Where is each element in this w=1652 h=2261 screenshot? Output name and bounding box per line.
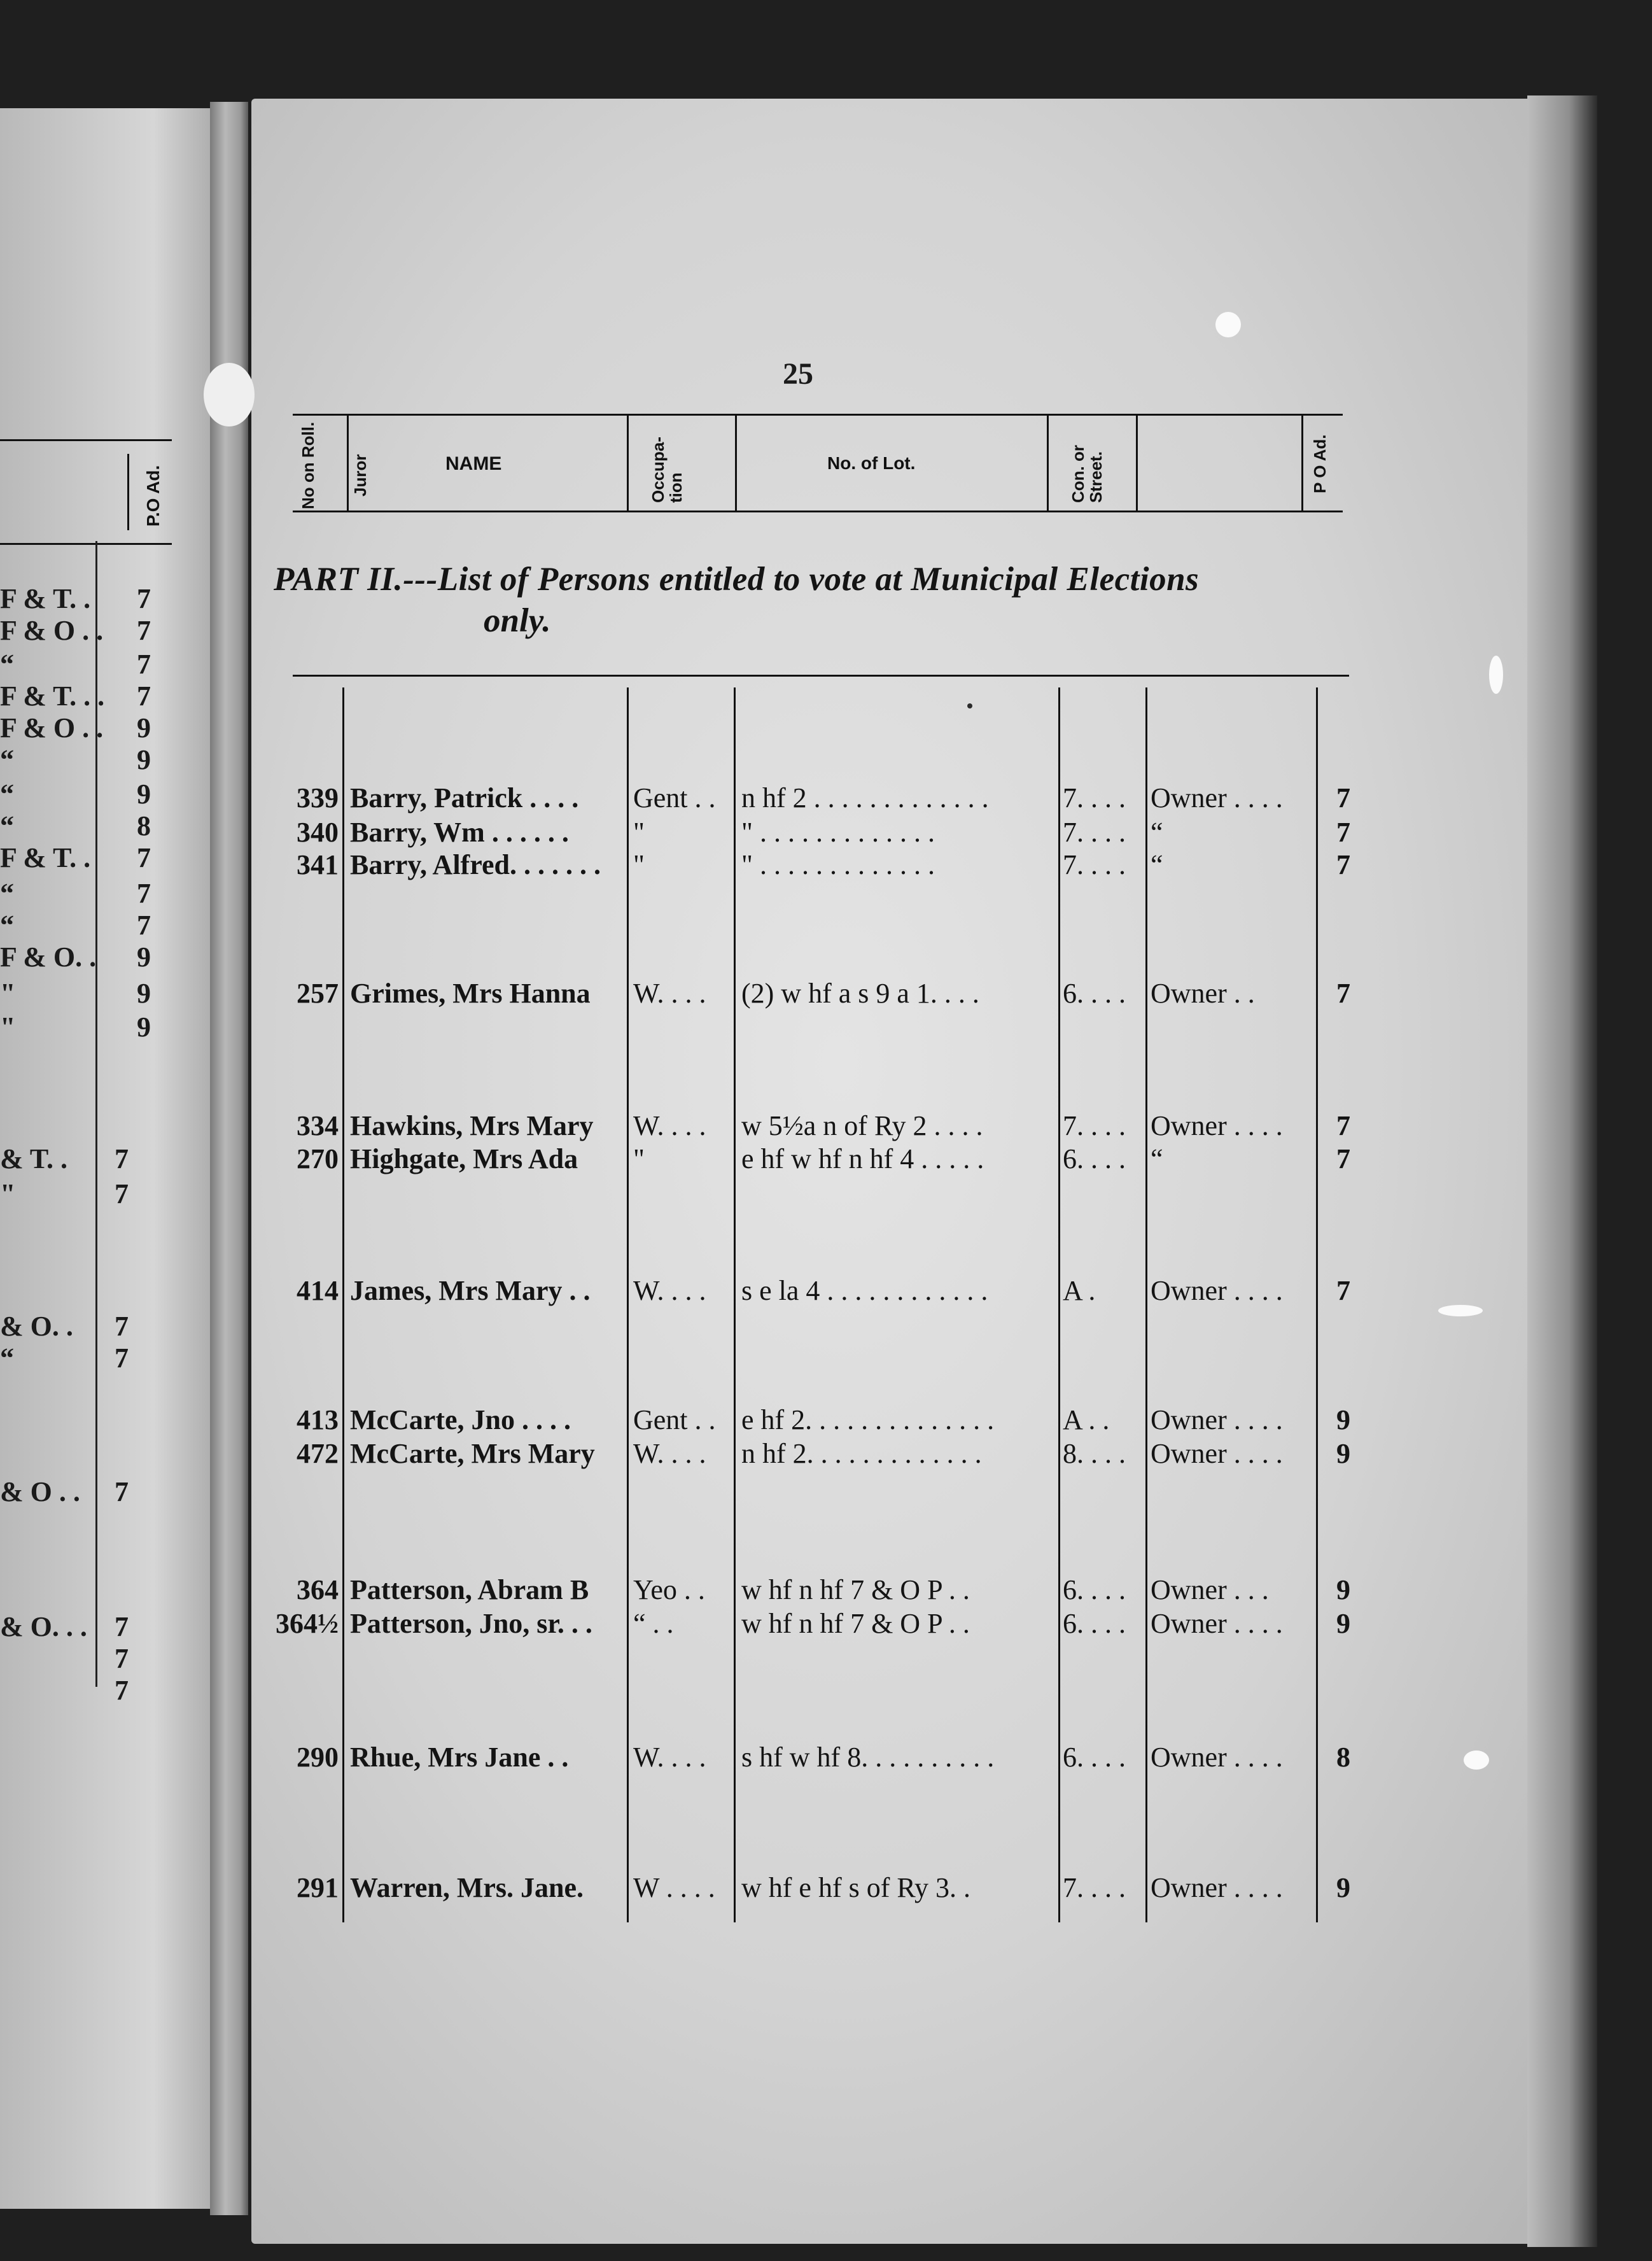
entry-roll-number: 364 bbox=[297, 1574, 339, 1605]
entry-con-street: 6. . . . bbox=[1063, 1608, 1126, 1639]
column-rule-occupation bbox=[627, 687, 629, 1922]
entry-lot: n hf 2 . . . . . . . . . . . . . bbox=[741, 782, 989, 814]
left-row-text: “ bbox=[0, 778, 14, 810]
entry-status: Owner . . . . bbox=[1151, 1438, 1283, 1469]
left-row-text: “ bbox=[0, 810, 14, 842]
ink-dot bbox=[967, 703, 972, 708]
entry-name: McCarte, Jno . . . . bbox=[350, 1404, 571, 1435]
entry-con-street: 7. . . . bbox=[1063, 1872, 1126, 1903]
left-row-po: 7 bbox=[115, 1675, 129, 1706]
entry-occupation: W. . . . bbox=[633, 1742, 706, 1773]
left-row-text: “ bbox=[0, 878, 14, 909]
column-rule-status bbox=[1145, 687, 1147, 1922]
left-row-po: 7 bbox=[115, 1611, 129, 1642]
left-row-text: “ bbox=[0, 744, 14, 775]
header-bottom-rule bbox=[293, 511, 1343, 512]
left-row-po: 7 bbox=[115, 1342, 129, 1374]
left-row-po: 9 bbox=[137, 978, 151, 1009]
entry-status: Owner . . . . bbox=[1151, 1742, 1283, 1773]
column-rule-po bbox=[1316, 687, 1318, 1922]
left-row-po: 9 bbox=[137, 778, 151, 810]
left-row-po: 7 bbox=[137, 680, 151, 712]
left-row-text: F & O . . bbox=[0, 712, 104, 743]
header-divider bbox=[1136, 414, 1138, 512]
part-title-continued: only. bbox=[484, 602, 551, 639]
left-row-po: 7 bbox=[115, 1643, 129, 1674]
entry-con-street: 6. . . . bbox=[1063, 1143, 1126, 1174]
left-row-text: F & O . . bbox=[0, 615, 104, 646]
left-row-text: “ bbox=[0, 1342, 14, 1374]
entry-con-street: 6. . . . bbox=[1063, 1742, 1126, 1773]
entry-po-address: 9 bbox=[1336, 1438, 1350, 1469]
entry-po-address: 7 bbox=[1336, 978, 1350, 1009]
left-row-po: 9 bbox=[137, 712, 151, 743]
left-row-po: 7 bbox=[137, 649, 151, 680]
column-header-block bbox=[293, 414, 1343, 516]
entry-lot: w hf e hf s of Ry 3. . bbox=[741, 1872, 970, 1903]
entry-con-street: 6. . . . bbox=[1063, 1574, 1126, 1605]
left-row-po: 7 bbox=[137, 615, 151, 646]
entry-po-address: 9 bbox=[1336, 1404, 1350, 1435]
left-row-text: “ bbox=[0, 910, 14, 941]
entry-roll-number: 413 bbox=[297, 1404, 339, 1435]
entry-lot: (2) w hf a s 9 a 1. . . . bbox=[741, 978, 979, 1009]
entry-po-address: 9 bbox=[1336, 1574, 1350, 1605]
table-top-rule bbox=[293, 675, 1349, 677]
left-po-header-label: P.O Ad. bbox=[143, 465, 164, 527]
entry-po-address: 9 bbox=[1336, 1872, 1350, 1903]
entry-con-street: A . . bbox=[1063, 1404, 1110, 1435]
entry-lot: e hf w hf n hf 4 . . . . . bbox=[741, 1143, 984, 1174]
scan-blemish bbox=[204, 363, 255, 426]
scan-blemish bbox=[1215, 312, 1241, 337]
entry-name: Barry, Patrick . . . . bbox=[350, 782, 579, 814]
left-row-text: " bbox=[0, 978, 16, 1009]
part-title: PART II.---List of Persons entitled to vote at Municipal Elections bbox=[274, 561, 1200, 598]
entry-lot: w 5½a n of Ry 2 . . . . bbox=[741, 1110, 983, 1141]
left-row-po: 9 bbox=[137, 744, 151, 775]
header-divider bbox=[627, 414, 629, 512]
left-row-po: 7 bbox=[137, 878, 151, 909]
entry-name: Barry, Alfred. . . . . . . bbox=[350, 849, 601, 880]
entry-occupation: “ . . bbox=[633, 1608, 674, 1639]
entry-con-street: 6. . . . bbox=[1063, 978, 1126, 1009]
scan-blemish bbox=[1489, 656, 1503, 694]
entry-lot: " . . . . . . . . . . . . . bbox=[741, 817, 935, 848]
entry-con-street: 7. . . . bbox=[1063, 817, 1126, 848]
header-occupation: Occupa-tion bbox=[648, 436, 685, 503]
page-number: 25 bbox=[783, 357, 813, 391]
entry-status: Owner . . . bbox=[1151, 1574, 1269, 1605]
left-row-po: 7 bbox=[137, 910, 151, 941]
left-row-text: & T. . bbox=[0, 1143, 67, 1174]
left-row-text: F & O. . bbox=[0, 941, 97, 973]
entry-name: James, Mrs Mary . . bbox=[350, 1275, 591, 1306]
entry-occupation: Gent . . bbox=[633, 1404, 716, 1435]
left-row-po: 7 bbox=[115, 1178, 129, 1209]
entry-name: Patterson, Jno, sr. . . bbox=[350, 1608, 592, 1639]
entry-po-address: 9 bbox=[1336, 1608, 1350, 1639]
page-edge-shadow bbox=[1527, 95, 1597, 2247]
left-row-po: 7 bbox=[137, 583, 151, 614]
header-divider bbox=[347, 414, 349, 512]
left-row-text: " bbox=[0, 1011, 16, 1043]
entry-con-street: 7. . . . bbox=[1063, 782, 1126, 814]
entry-roll-number: 334 bbox=[297, 1110, 339, 1141]
entry-roll-number: 290 bbox=[297, 1742, 339, 1773]
entry-con-street: A . bbox=[1063, 1275, 1096, 1306]
entry-status: Owner . . bbox=[1151, 978, 1255, 1009]
entry-status: Owner . . . . bbox=[1151, 1275, 1283, 1306]
left-page-header bbox=[0, 439, 172, 545]
column-rule-lot bbox=[734, 687, 736, 1922]
entry-occupation: " bbox=[633, 817, 645, 848]
entry-lot: s e la 4 . . . . . . . . . . . . bbox=[741, 1275, 988, 1306]
entry-status: “ bbox=[1151, 849, 1163, 880]
header-divider bbox=[1047, 414, 1049, 512]
left-row-po: 7 bbox=[115, 1143, 129, 1174]
entry-status: “ bbox=[1151, 817, 1163, 848]
entry-roll-number: 257 bbox=[297, 978, 339, 1009]
header-con-or-street: Con. or Street. bbox=[1068, 445, 1105, 503]
entry-occupation: Yeo . . bbox=[633, 1574, 705, 1605]
left-row-text: F & T. . . bbox=[0, 680, 105, 712]
entry-name: Patterson, Abram B bbox=[350, 1574, 589, 1605]
header-po-ad: P O Ad. bbox=[1310, 434, 1329, 493]
left-row-po: 7 bbox=[115, 1476, 129, 1507]
entry-occupation: W. . . . bbox=[633, 1438, 706, 1469]
left-row-po: 9 bbox=[137, 1011, 151, 1043]
entry-lot: w hf n hf 7 & O P . . bbox=[741, 1574, 970, 1605]
entry-status: Owner . . . . bbox=[1151, 1608, 1283, 1639]
entry-po-address: 7 bbox=[1336, 1143, 1350, 1174]
left-row-text: " bbox=[0, 1178, 16, 1209]
entry-roll-number: 291 bbox=[297, 1872, 339, 1903]
scan-blemish bbox=[1438, 1305, 1483, 1316]
entry-name: Hawkins, Mrs Mary bbox=[350, 1110, 594, 1141]
entry-po-address: 7 bbox=[1336, 782, 1350, 814]
left-row-text: F & T. . bbox=[0, 583, 91, 614]
entry-status: Owner . . . . bbox=[1151, 1404, 1283, 1435]
entry-status: Owner . . . . bbox=[1151, 1872, 1283, 1903]
entry-occupation: Gent . . bbox=[633, 782, 716, 814]
entry-con-street: 8. . . . bbox=[1063, 1438, 1126, 1469]
entry-status: Owner . . . . bbox=[1151, 1110, 1283, 1141]
entry-occupation: W. . . . bbox=[633, 1275, 706, 1306]
entry-occupation: " bbox=[633, 1143, 645, 1174]
left-row-po: 7 bbox=[115, 1311, 129, 1342]
entry-status: “ bbox=[1151, 1143, 1163, 1174]
header-no-on-roll: No on Roll. bbox=[298, 421, 318, 509]
entry-occupation: W . . . . bbox=[633, 1872, 715, 1903]
left-row-text: “ bbox=[0, 649, 14, 680]
entry-name: Grimes, Mrs Hanna bbox=[350, 978, 591, 1009]
header-divider bbox=[735, 414, 737, 512]
header-no-of-lot: No. of Lot. bbox=[827, 453, 916, 473]
left-row-po: 9 bbox=[137, 941, 151, 973]
left-po-header-cell bbox=[127, 454, 167, 530]
entry-name: McCarte, Mrs Mary bbox=[350, 1438, 595, 1469]
entry-occupation: W. . . . bbox=[633, 978, 706, 1009]
left-row-text: & O . . bbox=[0, 1476, 80, 1507]
column-rule-con bbox=[1058, 687, 1060, 1922]
entry-con-street: 7. . . . bbox=[1063, 849, 1126, 880]
entry-roll-number: 339 bbox=[297, 782, 339, 814]
entry-lot: " . . . . . . . . . . . . . bbox=[741, 849, 935, 880]
left-row-text: F & T. . bbox=[0, 842, 91, 873]
entry-roll-number: 340 bbox=[297, 817, 339, 848]
scan-blemish bbox=[1464, 1750, 1489, 1770]
entry-po-address: 7 bbox=[1336, 849, 1350, 880]
left-row-po: 7 bbox=[137, 842, 151, 873]
entry-lot: s hf w hf 8. . . . . . . . . . bbox=[741, 1742, 995, 1773]
entry-roll-number: 414 bbox=[297, 1275, 339, 1306]
entry-roll-number: 472 bbox=[297, 1438, 339, 1469]
header-divider bbox=[1301, 414, 1303, 512]
entry-occupation: " bbox=[633, 849, 645, 880]
left-row-text: & O. . bbox=[0, 1311, 73, 1342]
entry-lot: n hf 2. . . . . . . . . . . . . bbox=[741, 1438, 982, 1469]
entry-status: Owner . . . . bbox=[1151, 782, 1283, 814]
entry-name: Barry, Wm . . . . . . bbox=[350, 817, 569, 848]
entry-name: Warren, Mrs. Jane. bbox=[350, 1872, 584, 1903]
entry-occupation: W. . . . bbox=[633, 1110, 706, 1141]
left-row-text: & O. . . bbox=[0, 1611, 87, 1642]
entry-roll-number: 341 bbox=[297, 849, 339, 880]
entry-roll-number: 364½ bbox=[276, 1608, 339, 1639]
entry-po-address: 8 bbox=[1336, 1742, 1350, 1773]
column-rule-name bbox=[342, 687, 344, 1922]
entry-lot: e hf 2. . . . . . . . . . . . . . bbox=[741, 1404, 995, 1435]
entry-roll-number: 270 bbox=[297, 1143, 339, 1174]
entry-name: Rhue, Mrs Jane . . bbox=[350, 1742, 569, 1773]
header-name: NAME bbox=[445, 453, 502, 474]
entry-name: Highgate, Mrs Ada bbox=[350, 1143, 578, 1174]
entry-po-address: 7 bbox=[1336, 1110, 1350, 1141]
entry-lot: w hf n hf 7 & O P . . bbox=[741, 1608, 970, 1639]
header-top-rule bbox=[293, 414, 1343, 416]
entry-po-address: 7 bbox=[1336, 1275, 1350, 1306]
entry-con-street: 7. . . . bbox=[1063, 1110, 1126, 1141]
header-juror: Juror bbox=[351, 454, 370, 497]
entry-po-address: 7 bbox=[1336, 817, 1350, 848]
left-row-po: 8 bbox=[137, 810, 151, 842]
